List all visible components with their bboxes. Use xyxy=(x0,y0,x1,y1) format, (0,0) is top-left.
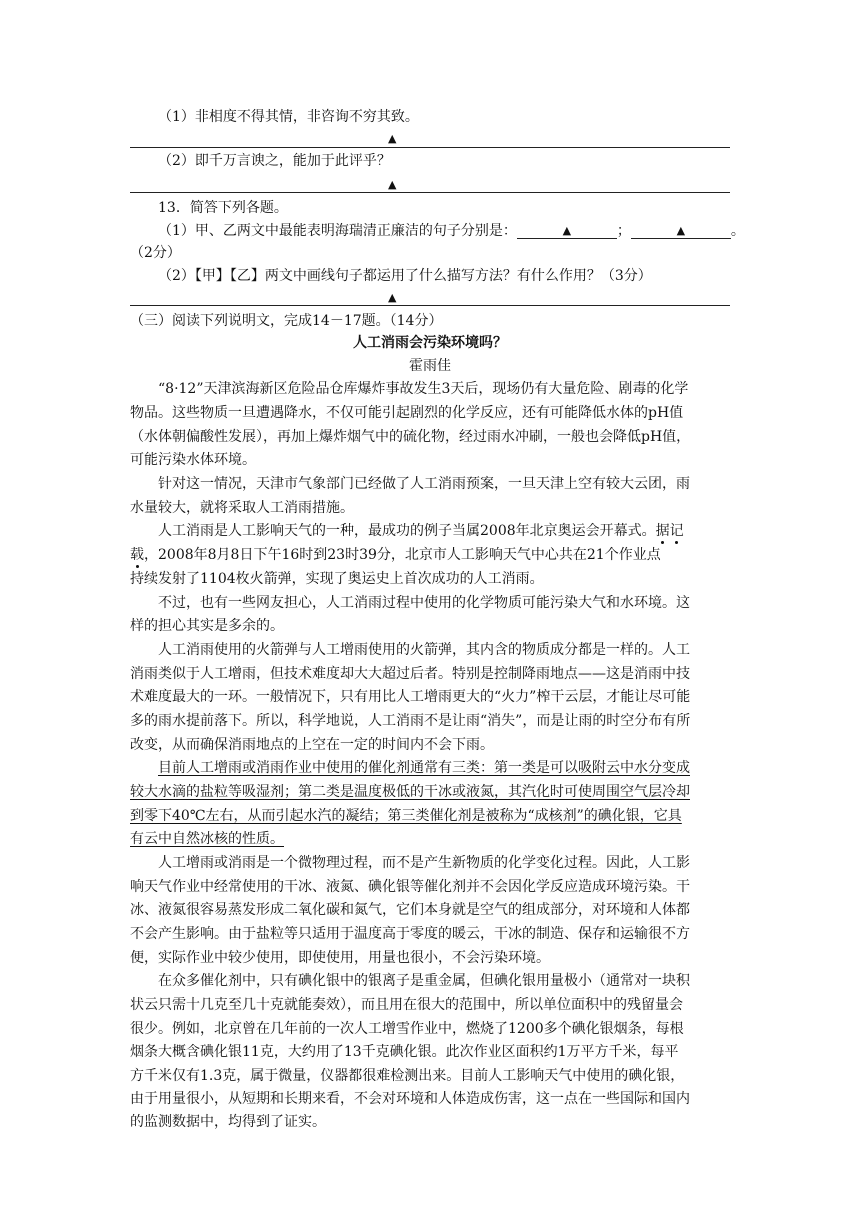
p8-line-6: 由于用量很小，从短期和长期来看，不会对环境和人体造成伤害，这一点在一些国际和国内 xyxy=(130,1091,690,1107)
p1-line-2: 物品。这些物质一旦遭遇降水，不仅可能引起剧烈的化学反应，还有可能降低水体的pH值 xyxy=(130,405,684,421)
emphasis-char: 载 xyxy=(130,547,144,563)
answer-line-1 xyxy=(130,147,730,148)
p5-line-4: 多的雨水提前落下。所以，科学地说，人工消雨不是让雨“消失”，而是让雨的时空分布有所 xyxy=(130,713,691,729)
underlined-text: 目前人工增雨或消雨作业中使用的催化剂通常有三类：第一类是可以吸附云中水分变成 xyxy=(158,760,690,776)
p8-line-3: 很少。例如，北京曾在几年前的一次人工增雪作业中，燃烧了1200多个碘化银烟条，每根 xyxy=(130,1021,684,1037)
p5-line-2: 消雨类似于人工增雨，但技术难度却大大超过后者。特别是控制降雨地点——这是消雨中技 xyxy=(130,666,690,682)
p8-line-1: 在众多催化剂中，只有碘化银中的银离子是重金属，但碘化银用量极小（通常对一块积 xyxy=(158,973,690,989)
p1-line-3: （水体朝偏酸性发展），再加上爆炸烟气中的硫化物，经过雨水冲刷，一般也会降低pH值， xyxy=(130,429,691,445)
p8-line-4: 烟条大概含碘化银11克，大约用了13千克碘化银。此次作业区面积约1万平方千米，每平 xyxy=(130,1044,679,1060)
section3-intro: （三）阅读下列说明文，完成14－17题。（14分） xyxy=(130,313,443,329)
q13-s1-separator: ； xyxy=(616,223,631,239)
p6-line-2 xyxy=(130,783,730,801)
p2-line-1: 针对这一情况，天津市气象部门已经做了人工消雨预案，一旦天津上空有较大云团，雨 xyxy=(158,476,690,492)
underlined-text: 到零下40℃左右，从而引起水汽的凝结；第三类催化剂是被称为“成核剂”的碘化银，它具 xyxy=(130,808,682,824)
p3-line-1-text: 人工消雨是人工影响天气的一种，最成功的例子当属2008年北京奥运会开幕式。 xyxy=(158,523,656,539)
emphasis-char: 据 xyxy=(655,523,670,539)
answer-triangle-icon: ▲ xyxy=(388,178,397,191)
answer-line-2 xyxy=(130,192,730,193)
answer-triangle-icon: ▲ xyxy=(676,224,686,237)
p3-line-2 xyxy=(130,546,730,564)
p8-line-5: 方千米仅有1.3克，属于微量，仪器都很难检测出来。目前人工影响天气中使用的碘化银， xyxy=(130,1068,685,1084)
p6-line-1 xyxy=(158,759,730,777)
p6-line-3 xyxy=(130,807,730,825)
q13-s1-score: （2分） xyxy=(130,245,181,261)
answer-line-3 xyxy=(130,305,730,306)
p5-line-3: 术难度最大的一环。一般情况下，只有用比人工增雨更大的“火力”榨干云层，才能让尽可能 xyxy=(130,689,691,705)
p7-line-4: 不会产生影响。由于盐粒等只适用于温度高于零度的暖云，干冰的制造、保存和运输很不方 xyxy=(130,926,690,942)
q12-sentence-1: （1）非相度不得其情，非咨询不穷其致。 xyxy=(158,109,419,125)
p2-line-2: 水量较大，就将采取人工消雨措施。 xyxy=(130,500,354,516)
answer-blank-1[interactable] xyxy=(517,224,617,239)
q13-subquestion-1 xyxy=(158,222,745,240)
answer-triangle-icon: ▲ xyxy=(388,132,397,145)
p7-line-3: 冰、液氮很容易蒸发形成二氧化碳和氮气，它们本身就是空气的组成部分，对环境和人体都 xyxy=(130,902,690,918)
underlined-text: 较大水滴的盐粒等吸湿剂；第二类是温度极低的干冰或液氮，其汽化时可使周围空气层冷却 xyxy=(130,784,690,800)
p5-line-1: 人工消雨使用的火箭弹与人工增雨使用的火箭弹，其内含的物质成分都是一样的。人工 xyxy=(158,642,690,658)
p7-line-2: 响天气作业中经常使用的干冰、液氮、碘化银等催化剂并不会因化学反应造成环境污染。干 xyxy=(130,879,690,895)
article-author: 霍雨佳 xyxy=(409,358,451,374)
p5-line-5: 改变，从而确保消雨地点的上空在一定的时间内不会下雨。 xyxy=(130,737,494,753)
article-title: 人工消雨会污染环境吗？ xyxy=(353,335,507,351)
p1-line-4: 可能污染水体环境。 xyxy=(130,452,256,468)
q12-sentence-2: （2）即千万言谀之，能加于此评乎？ xyxy=(158,153,391,169)
p8-line-7: 的监测数据中，均得到了证实。 xyxy=(130,1114,326,1130)
p3-line-2-text: ，2008年8月8日下午16时到23时39分，北京市人工影响天气中心共在21个作业点 xyxy=(144,547,661,563)
q13-s1-end: 。 xyxy=(730,223,745,239)
p7-line-5: 便，实际作业中较少使用，即使使用，用量也很小，不会污染环境。 xyxy=(130,950,550,966)
answer-blank-2[interactable] xyxy=(631,224,731,239)
p7-line-1: 人工增雨或消雨是一个微物理过程，而不是产生新物质的化学变化过程。因此，人工影 xyxy=(158,855,690,871)
p3-line-3: 持续发射了1104枚火箭弹，实现了奥运史上首次成功的人工消雨。 xyxy=(130,571,544,587)
p8-line-2: 状云只需十几克至几十克就能奏效），而且用在很大的范围中，所以单位面积中的残留量会 xyxy=(130,997,683,1013)
underlined-text: 有云中自然冰核的性质。 xyxy=(130,831,284,847)
q13-s1-text: （1）甲、乙两文中最能表明海瑞清正廉洁的句子分别是： xyxy=(158,223,517,239)
p4-line-2: 样的担心其实是多余的。 xyxy=(130,618,284,634)
q13-title: 13．简答下列各题。 xyxy=(158,200,288,216)
p1-line-1: “8·12”天津滨海新区危险品仓库爆炸事故发生3天后，现场仍有大量危险、剧毒的化学 xyxy=(158,381,689,397)
emphasis-char: 记 xyxy=(669,523,684,539)
p4-line-1: 不过，也有一些网友担心，人工消雨过程中使用的化学物质可能污染大气和水环境。这 xyxy=(158,595,690,611)
answer-triangle-icon: ▲ xyxy=(388,291,397,304)
p6-line-4 xyxy=(130,830,730,848)
answer-triangle-icon: ▲ xyxy=(562,224,572,237)
p3-line-1 xyxy=(158,522,730,540)
q13-subquestion-2: （2）【甲】【乙】两文中画线句子都运用了什么描写方法？有什么作用？（3分） xyxy=(158,268,652,284)
